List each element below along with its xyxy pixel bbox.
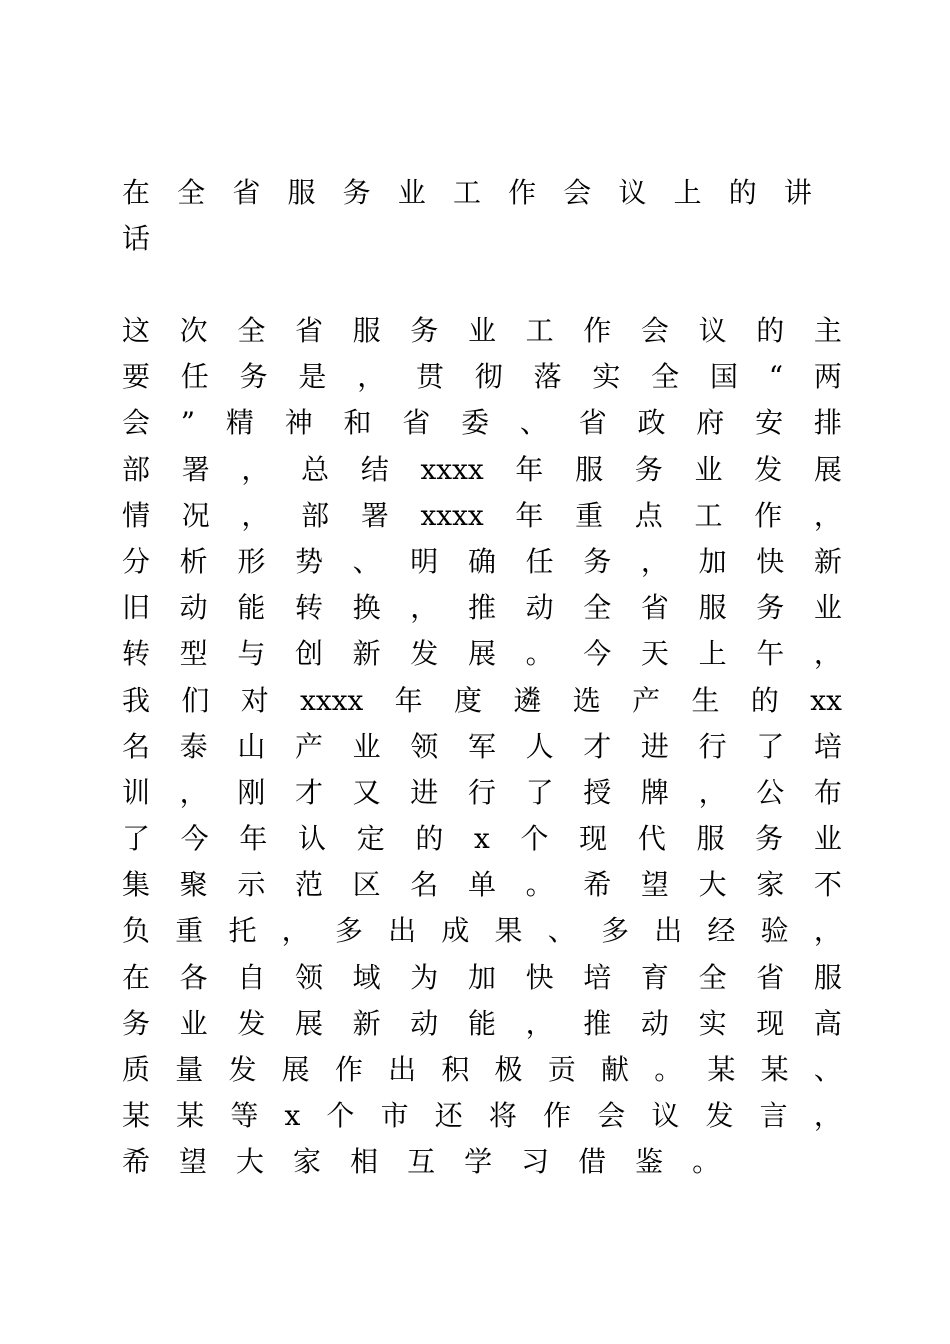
body-line: 会 ” 精 神 和 省 委 、 省 政 府 安 排 bbox=[122, 406, 842, 440]
body-line: 集 聚 示 范 区 名 单 。 希 望 大 家 不 bbox=[122, 868, 842, 902]
body-line: 转 型 与 创 新 发 展 。 今 天 上 午 ， bbox=[122, 637, 842, 671]
body-line: 情 况 ， 部 署 xxxx 年 重 点 工 作 ， bbox=[122, 498, 842, 532]
body-line: 在 各 自 领 域 为 加 快 培 育 全 省 服 bbox=[122, 960, 842, 994]
body-line: 务 业 发 展 新 动 能 ， 推 动 实 现 高 bbox=[122, 1006, 842, 1040]
body-line: 负 重 托 ， 多 出 成 果 、 多 出 经 验 ， bbox=[122, 914, 842, 948]
body-line: 了 今 年 认 定 的 x 个 现 代 服 务 业 bbox=[122, 822, 842, 856]
speech-body bbox=[122, 308, 842, 1186]
body-line: 质 量 发 展 作 出 积 极 贡 献 。 某 某 、 bbox=[122, 1053, 842, 1086]
body-line: 某 某 等 x 个 市 还 将 作 会 议 发 言 ， bbox=[122, 1099, 842, 1133]
body-line: 名 泰 山 产 业 领 军 人 才 进 行 了 培 bbox=[122, 729, 842, 763]
body-line: 要 任 务 是 ， 贯 彻 落 实 全 国 “ 两 bbox=[122, 360, 842, 394]
body-line: 部 署 ， 总 结 xxxx 年 服 务 业 发 展 bbox=[122, 452, 842, 486]
body-line: 分 析 形 势 、 明 确 任 务 ， 加 快 新 bbox=[122, 544, 842, 578]
body-line: 训 ， 刚 才 又 进 行 了 授 牌 ， 公 布 bbox=[122, 775, 842, 809]
body-line: 希 望 大 家 相 互 学 习 借 鉴 。 bbox=[122, 1145, 721, 1179]
body-line: 这 次 全 省 服 务 业 工 作 会 议 的 主 bbox=[122, 314, 842, 347]
title-line: 在 全 省 服 务 业 工 作 会 议 上 的 讲 bbox=[122, 176, 812, 209]
body-line: 我 们 对 xxxx 年 度 遴 选 产 生 的 xx bbox=[122, 683, 842, 717]
body-line: 旧 动 能 转 换 ， 推 动 全 省 服 务 业 bbox=[122, 591, 842, 625]
document-title bbox=[122, 170, 812, 262]
title-line: 话 bbox=[122, 222, 151, 256]
